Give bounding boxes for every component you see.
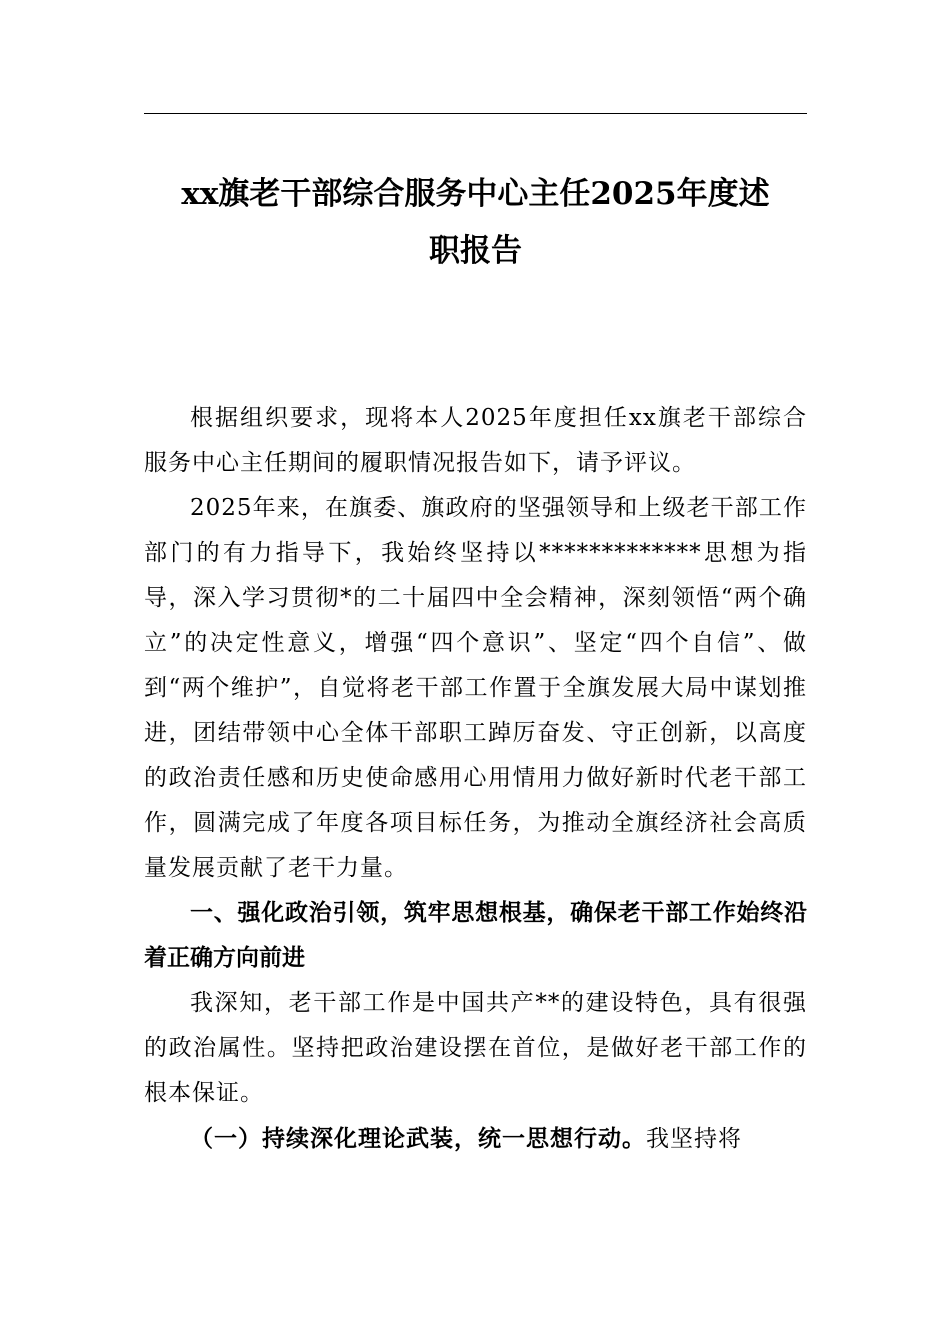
title-line-1: xx旗老干部综合服务中心主任2025年度述 <box>181 176 770 212</box>
section-1-paragraph: 我深知，老干部工作是中国共产**的建设特色，具有很强的政治属性。坚持把政治建设摆在首位，是做好老干部工作的根本保证。 <box>144 990 807 1106</box>
intro-paragraph: 根据组织要求，现将本人2025年度担任xx旗老干部综合服务中心主任期间的履职情况报告如下，请予评议。 <box>144 405 807 476</box>
section-heading-1: 一、强化政治引领，筑牢思想根基，确保老干部工作始终沿着正确方向前进 <box>144 900 807 971</box>
subsection-1-text: 我坚持将 <box>646 1126 742 1152</box>
subsection-1-lead: （一）持续深化理论武装，统一思想行动。 <box>190 1125 646 1152</box>
title-line-2: 职报告 <box>429 233 522 269</box>
overview-paragraph: 2025年来，在旗委、旗政府的坚强领导和上级老干部工作部门的有力指导下，我始终坚持以*************思想为指导，深入学习贯彻*的二十届四中全会精神，深刻领悟“两个确立”的决定性意义，增强“四个意识”、坚定“四个自信”、做到“两个维护”，自觉将老干部工作置于全旗发展大局中谋划推进，团结带领中心全体干部职工踔厉奋发、守正创新，以高度的政治责任感和历史使命感用心用情用力做好新时代老干部工作，圆满完成了年度各项目标任务，为推动全旗经济社会高质量发展贡献了老干力量。 <box>144 495 807 881</box>
document-body <box>144 396 807 1162</box>
header-rule <box>144 113 807 114</box>
subsection-1-paragraph <box>144 1116 807 1162</box>
document-title <box>144 166 807 280</box>
